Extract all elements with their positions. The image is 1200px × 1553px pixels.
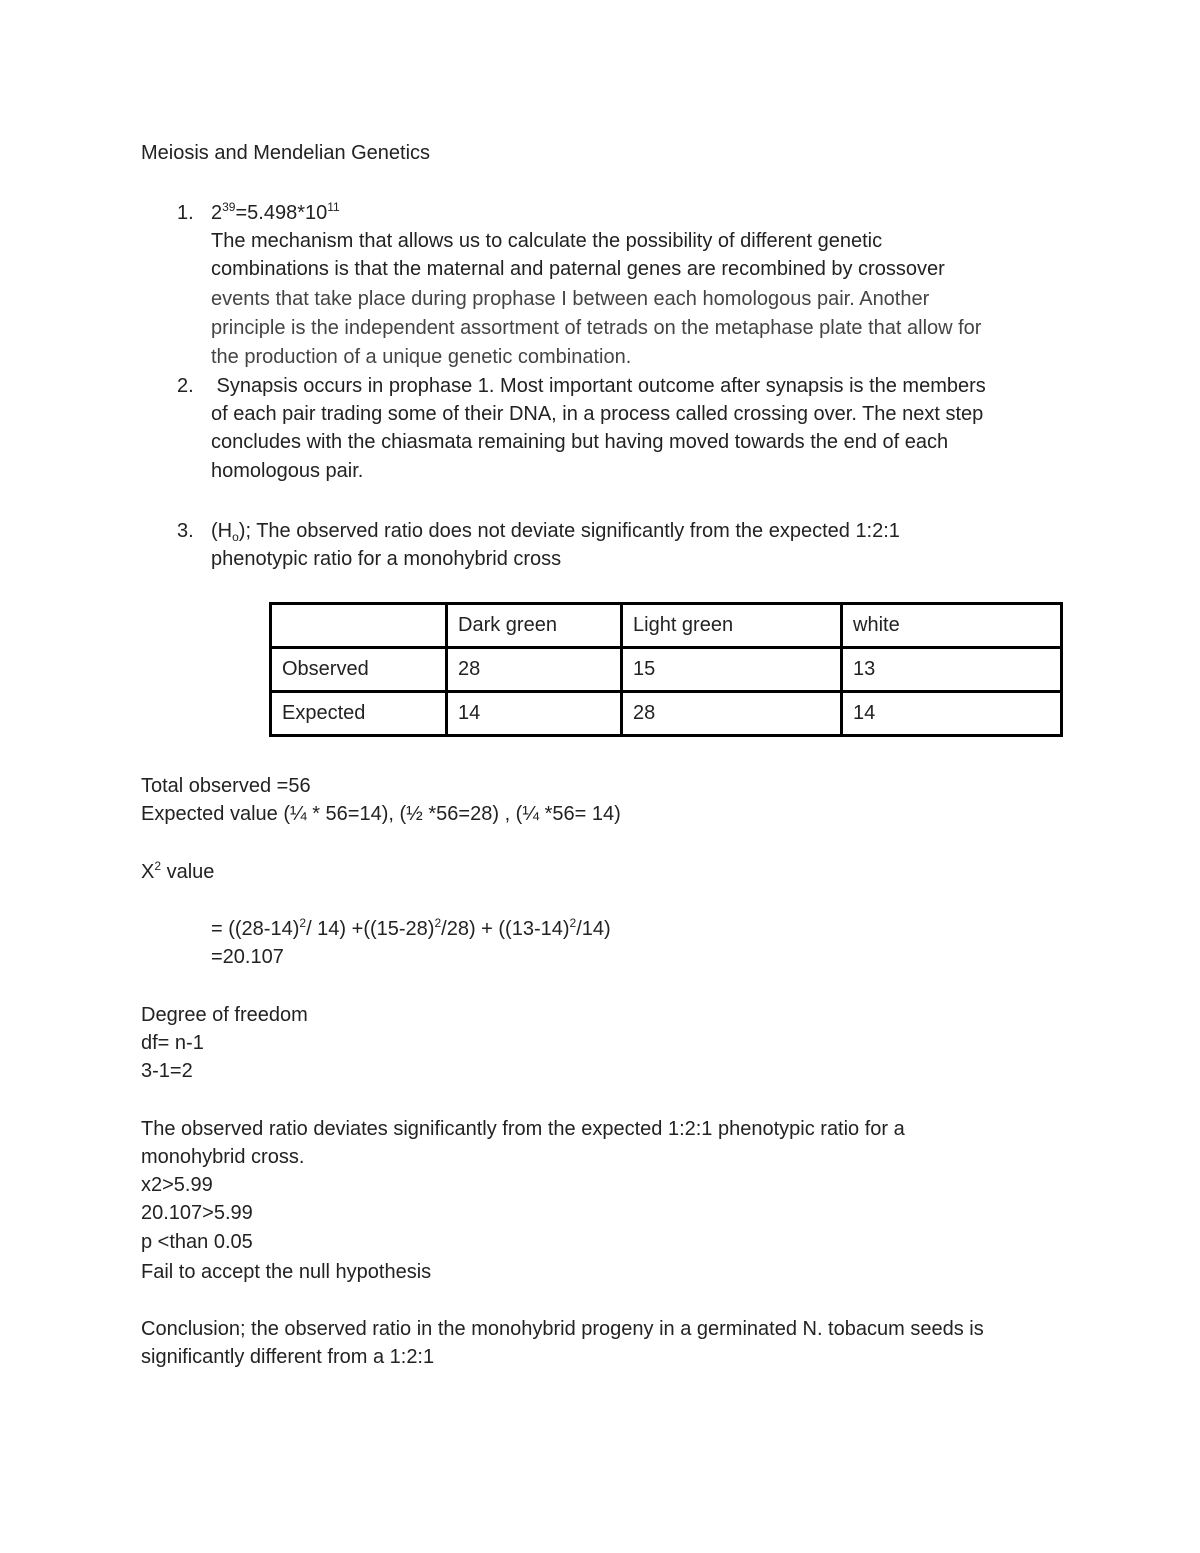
- table-cell: [271, 604, 447, 648]
- analysis-line: The observed ratio deviates significantly from the expected 1:2:1 phenotypic ratio for a: [141, 1118, 905, 1140]
- analysis-line: 20.107>5.99: [141, 1202, 253, 1224]
- dof-calc: 3-1=2: [141, 1060, 193, 1082]
- item-3-number: 3.: [177, 520, 194, 542]
- table-row-expected: [271, 692, 1062, 736]
- table-header-row: [271, 604, 1062, 648]
- table-row-observed: [271, 648, 1062, 692]
- analysis-line: p <than 0.05: [141, 1231, 253, 1253]
- item-1-line: combinations is that the maternal and paternal genes are recombined by crossover: [211, 258, 945, 280]
- table-header-cell: Light green: [622, 604, 842, 648]
- item-2-line: concludes with the chiasmata remaining but having moved towards the end of each: [211, 431, 949, 453]
- table-cell: 14: [842, 692, 1062, 736]
- analysis-line: Fail to accept the null hypothesis: [141, 1261, 432, 1283]
- analysis-line: monohybrid cross.: [141, 1146, 305, 1168]
- item-1-line: events that take place during prophase I between each homologous pair. Another: [211, 288, 930, 310]
- expected-values: Expected value (¼ * 56=14), (½ *56=28) , (¼ *56= 14): [141, 803, 621, 825]
- phenotype-table: [269, 602, 1063, 737]
- analysis-line: x2>5.99: [141, 1174, 213, 1196]
- total-observed: Total observed =56: [141, 775, 311, 797]
- table-cell: 28: [447, 648, 622, 692]
- item-1-equation: $2^{39}=5.498*10^{11}$: [211, 200, 340, 224]
- table-cell: 13: [842, 648, 1062, 692]
- null-hypothesis: $(H_o)$; The observed ratio does not deviate significantly from the expected 1:2:1: [211, 520, 900, 544]
- table-row-label: Expected: [271, 692, 447, 736]
- item-2-line: homologous pair.: [211, 460, 364, 482]
- table-cell: 15: [622, 648, 842, 692]
- conclusion-line: significantly different from a 1:2:1: [141, 1346, 435, 1368]
- chi-square-result: =20.107: [211, 946, 284, 968]
- item-2-line: of each pair trading some of their DNA, in a process called crossing over. The next step: [211, 403, 984, 425]
- item-1-line: principle is the independent assortment of tetrads on the metaphase plate that allow for: [211, 317, 982, 339]
- null-hypothesis-line-2: phenotypic ratio for a monohybrid cross: [211, 548, 562, 570]
- chi-square-label: $X^2$ value: [141, 859, 215, 883]
- item-2-number: 2.: [177, 375, 194, 397]
- table-cell: 14: [447, 692, 622, 736]
- item-1-line: the production of a unique genetic combination.: [211, 346, 632, 368]
- table-row-label: Observed: [271, 648, 447, 692]
- chi-square-formula: = ($(28-14)^2/$ $14) +((15-28)^2/28) + ((13-14)^2/14)$: [211, 916, 611, 940]
- dof-formula: df= n-1: [141, 1032, 204, 1054]
- item-1-number: 1.: [177, 202, 194, 224]
- document-title: Meiosis and Mendelian Genetics: [141, 142, 431, 164]
- conclusion-line: Conclusion; the observed ratio in the monohybrid progeny in a germinated N. tobacum seeds is: [141, 1318, 984, 1340]
- table-header-cell: Dark green: [447, 604, 622, 648]
- table-header-cell: white: [842, 604, 1062, 648]
- item-1-line: The mechanism that allows us to calculate the possibility of different genetic: [211, 230, 883, 252]
- item-2-line: Synapsis occurs in prophase 1. Most important outcome after synapsis is the members: [211, 375, 986, 397]
- table-cell: 28: [622, 692, 842, 736]
- dof-title: Degree of freedom: [141, 1004, 308, 1026]
